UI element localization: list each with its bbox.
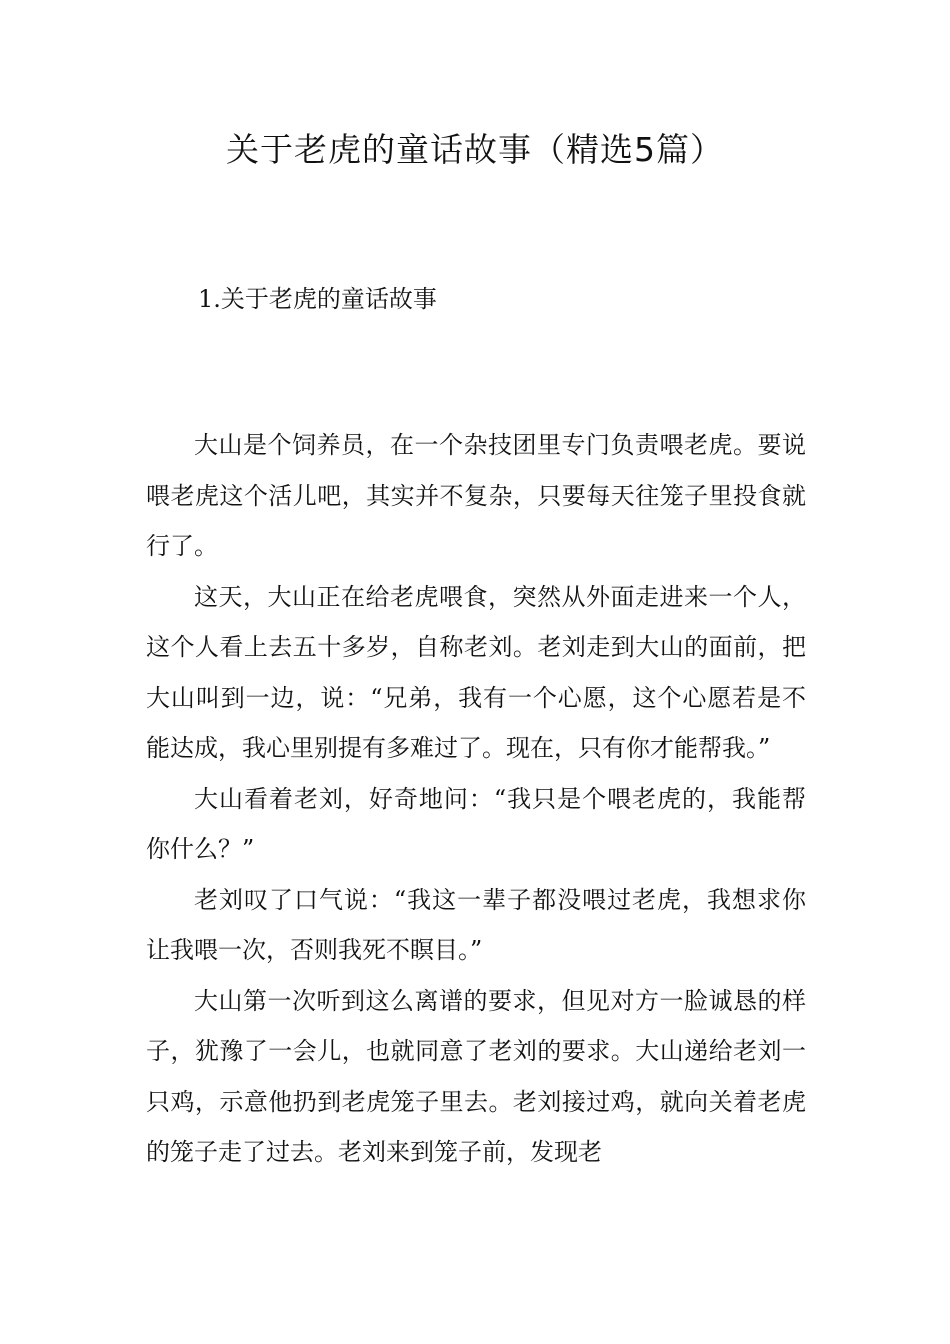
section-heading: 1.关于老虎的童话故事 — [198, 285, 437, 313]
paragraph: 老刘叹了口气说：“我这一辈子都没喂过老虎，我想求你让我喂一次，否则我死不瞑目。” — [146, 885, 806, 964]
story-body — [146, 420, 806, 1178]
paragraph: 大山是个饲养员，在一个杂技团里专门负责喂老虎。要说喂老虎这个活儿吧，其实并不复杂，只要每天往笼子里投食就行了。 — [146, 431, 806, 560]
paragraph: 大山第一次听到这么离谱的要求，但见对方一脸诚恳的样子，犹豫了一会儿，也就同意了老刘的要求。大山递给老刘一只鸡，示意他扔到老虎笼子里去。老刘接过鸡，就向关着老虎的笼子走了过去。老刘来到笼子前，发现老 — [146, 986, 806, 1166]
paragraph: 大山看着老刘，好奇地问：“我只是个喂老虎的，我能帮你什么？” — [146, 784, 806, 863]
document-title: 关于老虎的童话故事（精选5篇） — [226, 130, 724, 169]
paragraph: 这天，大山正在给老虎喂食，突然从外面走进来一个人，这个人看上去五十多岁，自称老刘。老刘走到大山的面前，把大山叫到一边，说：“兄弟，我有一个心愿，这个心愿若是不能达成，我心里别提有多难过了。现在，只有你才能帮我。” — [146, 582, 806, 762]
